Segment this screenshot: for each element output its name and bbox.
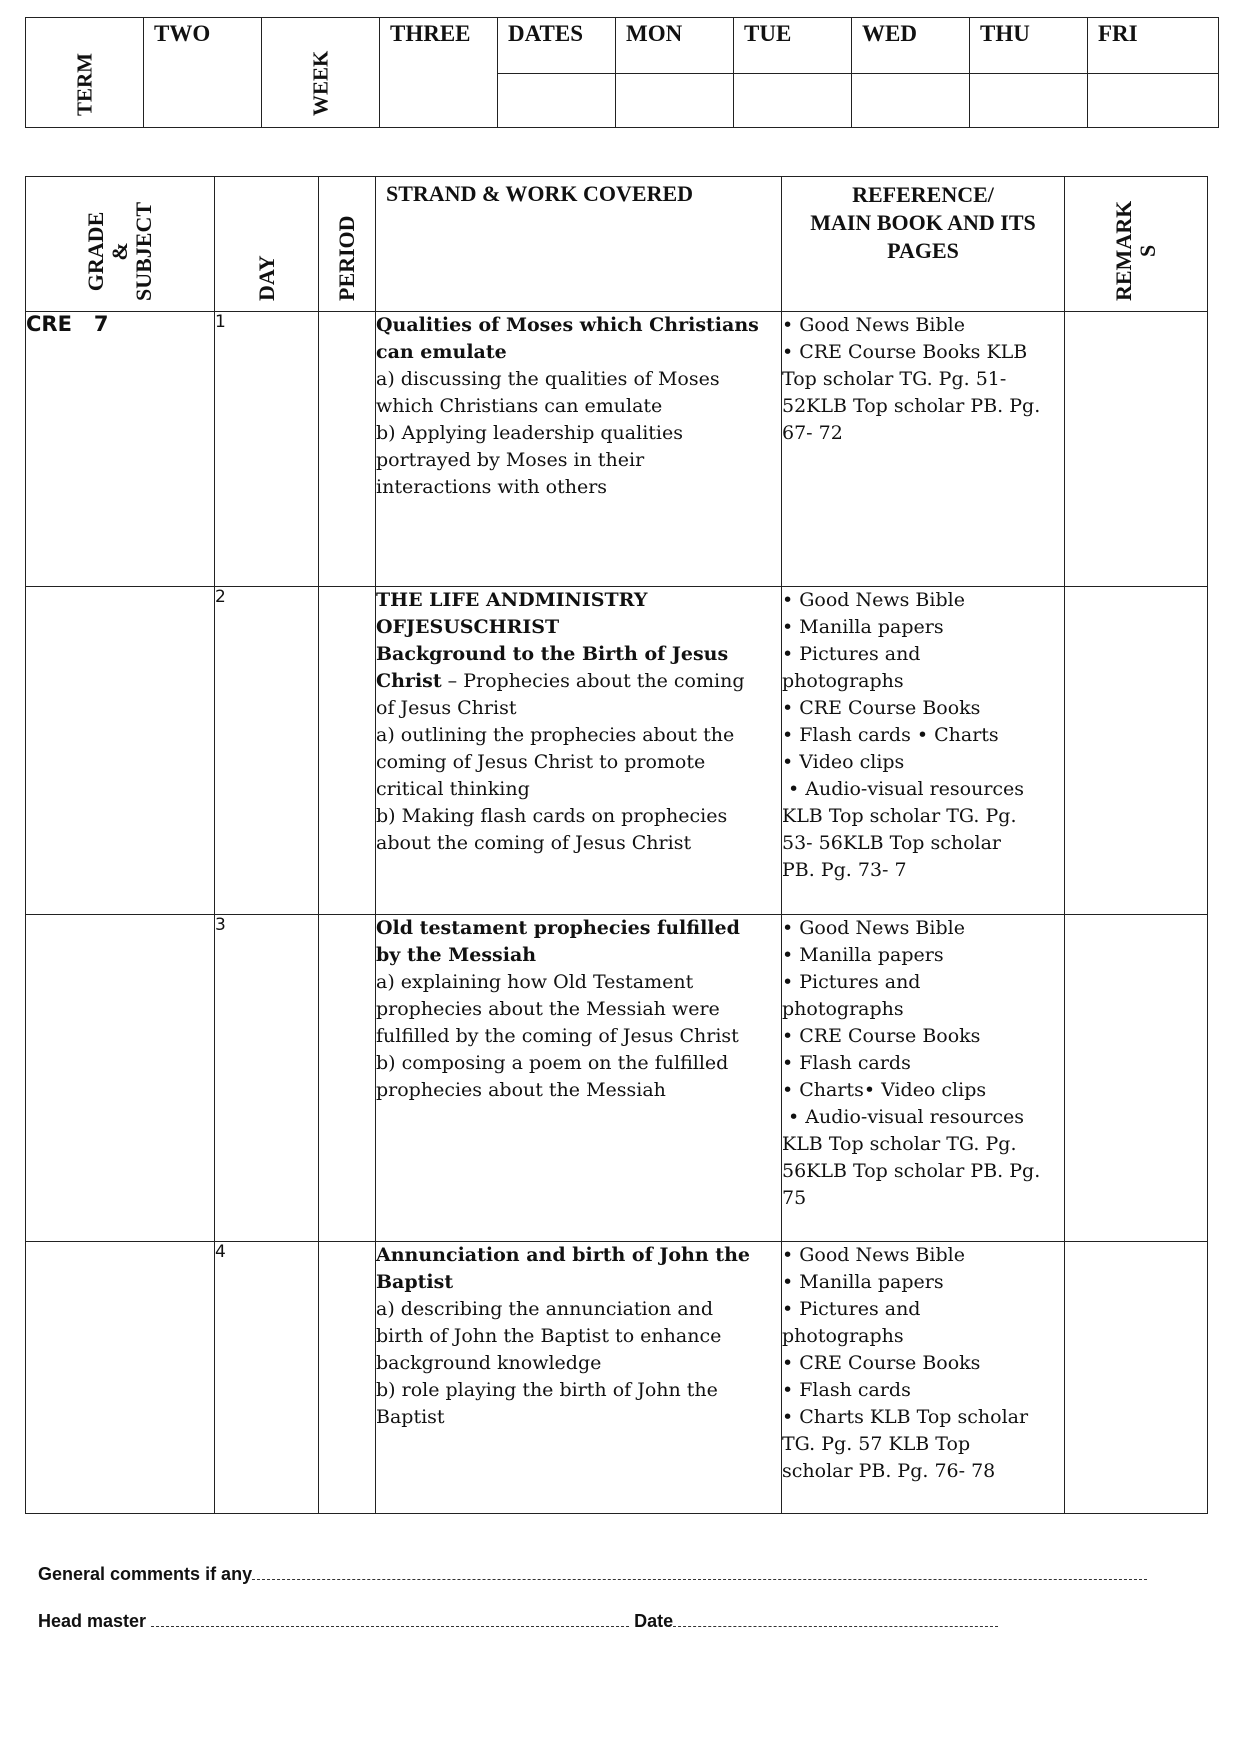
- strand-line: critical thinking: [376, 778, 530, 800]
- strand-line: portrayed by Moses in their: [376, 449, 645, 471]
- reference-line: scholar PB. Pg. 76- 78: [782, 1460, 996, 1482]
- reference-line: KLB Top scholar TG. Pg.: [782, 805, 1017, 827]
- reference-line: • Manilla papers: [782, 1271, 944, 1293]
- reference-line: • Pictures and: [782, 643, 921, 665]
- strand-line: coming of Jesus Christ to promote: [376, 751, 706, 773]
- reference-line: • Charts KLB Top scholar: [782, 1406, 1029, 1428]
- reference-line: photographs: [782, 1325, 904, 1347]
- reference-line: PB. Pg. 73- 7: [782, 859, 907, 881]
- reference-cell: [782, 587, 1065, 915]
- grade-subject-cell: [26, 587, 215, 915]
- col-remarks: [1065, 177, 1208, 312]
- reference-line: photographs: [782, 998, 904, 1020]
- day-cell: 1: [215, 312, 319, 587]
- strand-line: Baptist: [376, 1406, 445, 1428]
- reference-line: • Pictures and: [782, 971, 921, 993]
- strand-title: Background to the Birth of Jesus: [376, 643, 729, 665]
- col-strand: [376, 177, 782, 312]
- grade-subject-cell: [26, 1242, 215, 1514]
- strand-line: a) describing the annunciation and: [376, 1298, 714, 1320]
- strand-line: prophecies about the Messiah were: [376, 998, 720, 1020]
- reference-cell: [782, 915, 1065, 1242]
- reference-line: • Flash cards: [782, 1052, 911, 1074]
- reference-line: Top scholar TG. Pg. 51-: [782, 368, 1007, 390]
- reference-line: 67- 72: [782, 422, 843, 444]
- reference-line: photographs: [782, 670, 904, 692]
- strand-line: prophecies about the Messiah: [376, 1079, 666, 1101]
- reference-line: • Manilla papers: [782, 616, 944, 638]
- table-row: [26, 587, 1208, 915]
- wed-date-cell[interactable]: [852, 73, 970, 128]
- strand-title: OFJESUSCHRIST: [376, 616, 560, 638]
- term-value: TWO: [144, 18, 262, 128]
- strand-title: by the Messiah: [376, 944, 537, 966]
- reference-header: REFERENCE/ MAIN BOOK AND ITS PAGES: [810, 182, 1036, 263]
- remarks-cell[interactable]: [1065, 1242, 1208, 1514]
- period-cell[interactable]: [319, 587, 376, 915]
- strand-cell: [376, 587, 782, 915]
- mon-date-cell[interactable]: [616, 73, 734, 128]
- reference-line: KLB Top scholar TG. Pg.: [782, 1133, 1017, 1155]
- day-mon: MON: [616, 18, 734, 74]
- strand-line: a) outlining the prophecies about the: [376, 724, 735, 746]
- remarks-header: REMARK S: [1111, 200, 1160, 301]
- reference-line: • Audio-visual resources: [782, 1106, 1025, 1128]
- head-master-label: Head master: [38, 1611, 147, 1631]
- dates-label: DATES: [498, 18, 616, 74]
- tue-date-cell[interactable]: [734, 73, 852, 128]
- head-master-field[interactable]: [151, 1612, 629, 1627]
- grade-subject-cell: [26, 915, 215, 1242]
- period-cell[interactable]: [319, 312, 376, 587]
- reference-line: • Pictures and: [782, 1298, 921, 1320]
- date-field[interactable]: [673, 1612, 998, 1627]
- period-cell[interactable]: [319, 1242, 376, 1514]
- reference-line: • Good News Bible: [782, 589, 965, 611]
- strand-line: which Christians can emulate: [376, 395, 663, 417]
- reference-line: • Charts• Video clips: [782, 1079, 987, 1101]
- day-header: DAY: [253, 255, 279, 301]
- week-label: WEEK: [308, 50, 332, 116]
- table-row: [26, 312, 1208, 587]
- strand-line: about the coming of Jesus Christ: [376, 832, 692, 854]
- strand-title: Old testament prophecies fulfilled: [376, 917, 740, 939]
- term-label-cell: [26, 18, 144, 128]
- remarks-cell[interactable]: [1065, 587, 1208, 915]
- reference-line: • Manilla papers: [782, 944, 944, 966]
- strand-line: b) composing a poem on the fulfilled: [376, 1052, 729, 1074]
- reference-line: TG. Pg. 57 KLB Top: [782, 1433, 971, 1455]
- scheme-of-work-table: [25, 176, 1208, 1514]
- thu-date-cell[interactable]: [970, 73, 1088, 128]
- col-period: [319, 177, 376, 312]
- strand-title: THE LIFE ANDMINISTRY: [376, 589, 648, 611]
- reference-line: • CRE Course Books: [782, 697, 981, 719]
- strand-cell: [376, 1242, 782, 1514]
- day-tue: TUE: [734, 18, 852, 74]
- strand-title-rest: – Prophecies about the coming: [441, 670, 745, 692]
- dates-value-cell[interactable]: [498, 73, 616, 128]
- day-fri: FRI: [1088, 18, 1219, 74]
- fri-date-cell[interactable]: [1088, 73, 1219, 128]
- strand-line: b) role playing the birth of John the: [376, 1379, 718, 1401]
- grade-subject-cell: CRE 7: [26, 312, 215, 587]
- strand-line: of Jesus Christ: [376, 697, 517, 719]
- reference-line: • Video clips: [782, 751, 905, 773]
- reference-line: • CRE Course Books: [782, 1025, 981, 1047]
- head-master-line: [38, 1611, 998, 1632]
- reference-line: • CRE Course Books KLB: [782, 341, 1028, 363]
- strand-title: Baptist: [376, 1271, 454, 1293]
- strand-line: background knowledge: [376, 1352, 602, 1374]
- period-cell[interactable]: [319, 915, 376, 1242]
- remarks-cell[interactable]: [1065, 915, 1208, 1242]
- date-label: Date: [634, 1611, 674, 1631]
- day-thu: THU: [970, 18, 1088, 74]
- strand-line: a) discussing the qualities of Moses: [376, 368, 720, 390]
- strand-line: interactions with others: [376, 476, 608, 498]
- strand-line: a) explaining how Old Testament: [376, 971, 694, 993]
- strand-title: Annunciation and birth of John the: [376, 1244, 750, 1266]
- col-reference: [782, 177, 1065, 312]
- general-comments-line: [38, 1564, 1147, 1585]
- reference-line: 56KLB Top scholar PB. Pg.: [782, 1160, 1041, 1182]
- reference-line: 52KLB Top scholar PB. Pg.: [782, 395, 1041, 417]
- strand-title: can emulate: [376, 341, 507, 363]
- strand-line: b) Making flash cards on prophecies: [376, 805, 728, 827]
- col-grade-subject: [26, 177, 215, 312]
- table-row: [26, 915, 1208, 1242]
- table-row: [26, 1242, 1208, 1514]
- reference-line: 53- 56KLB Top scholar: [782, 832, 1002, 854]
- day-cell: 2: [215, 587, 319, 915]
- term-label: TERM: [72, 53, 96, 116]
- week-value: THREE: [380, 18, 498, 128]
- reference-line: • CRE Course Books: [782, 1352, 981, 1374]
- reference-line: • Good News Bible: [782, 917, 965, 939]
- day-wed: WED: [852, 18, 970, 74]
- reference-line: • Flash cards • Charts: [782, 724, 999, 746]
- period-header: PERIOD: [334, 215, 359, 301]
- grade-subject-header: GRADE & SUBJECT: [83, 201, 156, 301]
- day-cell: 3: [215, 915, 319, 1242]
- reference-line: • Audio-visual resources: [782, 778, 1025, 800]
- strand-line: [376, 668, 781, 695]
- reference-line: • Good News Bible: [782, 314, 965, 336]
- strand-title-inline: Christ: [376, 670, 442, 692]
- term-week-table: [25, 17, 1219, 128]
- strand-line: fulfilled by the coming of Jesus Christ: [376, 1025, 739, 1047]
- remarks-cell[interactable]: [1065, 312, 1208, 587]
- reference-cell: [782, 1242, 1065, 1514]
- col-day: [215, 177, 319, 312]
- reference-line: • Flash cards: [782, 1379, 911, 1401]
- strand-line: b) Applying leadership qualities: [376, 422, 683, 444]
- week-label-cell: [262, 18, 380, 128]
- strand-line: birth of John the Baptist to enhance: [376, 1325, 722, 1347]
- reference-line: • Good News Bible: [782, 1244, 965, 1266]
- reference-line: 75: [782, 1187, 807, 1209]
- general-comments-field[interactable]: [252, 1565, 1147, 1580]
- strand-cell: [376, 915, 782, 1242]
- general-comments-label: General comments if any: [38, 1564, 253, 1584]
- strand-header: STRAND & WORK COVERED: [386, 181, 694, 206]
- day-cell: 4: [215, 1242, 319, 1514]
- strand-title: Qualities of Moses which Christians: [376, 314, 759, 336]
- strand-cell: [376, 312, 782, 587]
- reference-cell: [782, 312, 1065, 587]
